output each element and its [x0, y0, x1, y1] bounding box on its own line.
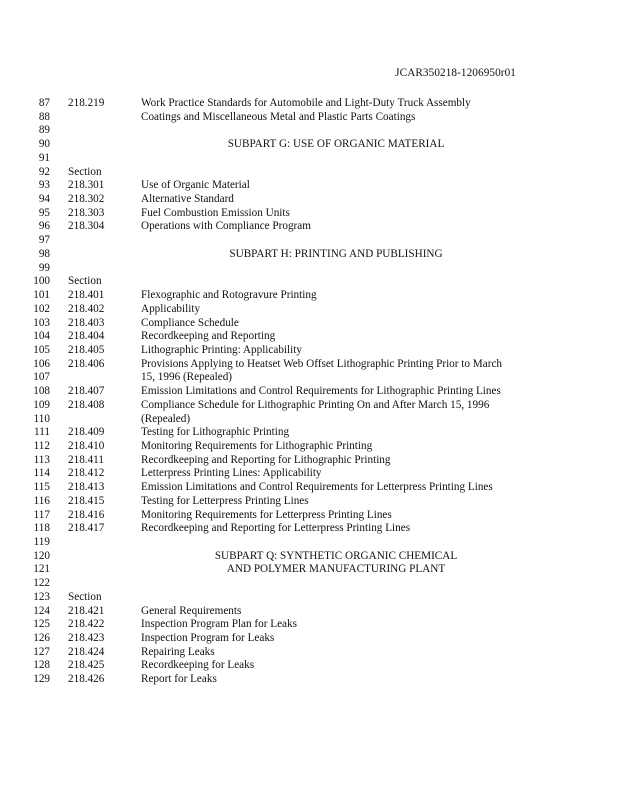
subpart-heading: SUBPART G: USE OF ORGANIC MATERIAL — [227, 138, 445, 151]
section-number: 218.421 — [68, 604, 105, 617]
subpart-heading: SUBPART H: PRINTING AND PUBLISHING — [229, 247, 443, 260]
line-number: 91 — [38, 151, 50, 164]
section-number: 218.404 — [68, 330, 105, 343]
section-title: Emission Limitations and Control Requirements for Letterpress Printing Lines — [141, 481, 493, 494]
document-line — [0, 303, 618, 317]
document-line — [0, 632, 618, 646]
section-number: 218.423 — [68, 632, 105, 645]
document-line — [0, 577, 618, 591]
document-line — [0, 358, 618, 372]
line-number: 90 — [38, 138, 50, 151]
section-column-label: Section — [68, 275, 102, 288]
section-number: 218.401 — [68, 289, 105, 302]
section-number: 218.403 — [68, 316, 105, 329]
document-line — [0, 385, 618, 399]
document-line — [0, 591, 618, 605]
document-line — [0, 193, 618, 207]
section-title: Recordkeeping and Reporting for Lithographic Printing — [141, 453, 391, 466]
line-number: 96 — [38, 220, 50, 233]
document-line — [0, 317, 618, 331]
line-number: 94 — [38, 193, 50, 206]
section-title: Testing for Lithographic Printing — [141, 426, 290, 439]
section-number: 218.409 — [68, 426, 105, 439]
line-number: 117 — [33, 508, 50, 521]
section-title: Applicability — [141, 302, 201, 315]
document-line — [0, 152, 618, 166]
line-number: 116 — [33, 494, 50, 507]
document-line — [0, 426, 618, 440]
line-number: 88 — [38, 110, 50, 123]
document-line — [0, 399, 618, 413]
line-number: 111 — [34, 426, 50, 439]
line-number: 120 — [33, 549, 50, 562]
line-number: 125 — [33, 618, 50, 631]
line-number: 101 — [33, 289, 50, 302]
line-number: 109 — [33, 398, 50, 411]
section-title: General Requirements — [141, 604, 242, 617]
document-line — [0, 522, 618, 536]
section-title: Operations with Compliance Program — [141, 220, 311, 233]
line-number: 114 — [33, 467, 50, 480]
section-title: Compliance Schedule for Lithographic Printing On and After March 15, 1996 — [141, 398, 490, 411]
document-line — [0, 248, 618, 262]
document-line — [0, 618, 618, 632]
section-title: Report for Leaks — [141, 673, 217, 686]
section-title: Compliance Schedule — [141, 316, 239, 329]
section-number: 218.219 — [68, 97, 105, 109]
section-number: 218.422 — [68, 618, 105, 631]
section-title: Emission Limitations and Control Requirements for Lithographic Printing Lines — [141, 385, 501, 398]
section-column-label: Section — [68, 165, 102, 178]
section-number: 218.425 — [68, 659, 105, 672]
section-number: 218.424 — [68, 645, 105, 658]
line-number: 92 — [38, 165, 50, 178]
line-number: 119 — [33, 536, 50, 548]
section-title: Monitoring Requirements for Lithographic Printing — [141, 439, 373, 452]
document-line — [0, 262, 618, 276]
section-column-label: Section — [68, 590, 102, 603]
section-number: 218.406 — [68, 357, 105, 370]
line-number: 127 — [33, 645, 50, 658]
document-line — [0, 454, 618, 468]
document-line — [0, 563, 618, 577]
line-number: 128 — [33, 659, 50, 672]
document-line — [0, 234, 618, 248]
line-number: 89 — [38, 124, 50, 137]
line-number: 106 — [33, 357, 50, 370]
line-number: 115 — [33, 481, 50, 494]
document-line — [0, 207, 618, 221]
line-number: 105 — [33, 343, 50, 356]
section-number: 218.410 — [68, 439, 105, 452]
line-number: 123 — [33, 590, 50, 603]
section-number: 218.413 — [68, 481, 105, 494]
line-number: 98 — [38, 247, 50, 260]
document-line — [0, 467, 618, 481]
section-title: Testing for Letterpress Printing Lines — [141, 494, 309, 507]
section-number: 218.408 — [68, 398, 105, 411]
document-line — [0, 179, 618, 193]
section-number: 218.302 — [68, 193, 105, 206]
section-number: 218.301 — [68, 179, 105, 192]
line-number: 87 — [38, 97, 50, 109]
document-line — [0, 495, 618, 509]
section-number: 218.407 — [68, 385, 105, 398]
section-number: 218.426 — [68, 673, 105, 686]
line-number: 108 — [33, 385, 50, 398]
document-id: JCAR350218-1206950r01 — [395, 67, 516, 79]
section-number: 218.415 — [68, 494, 105, 507]
line-number: 100 — [33, 275, 50, 288]
document-line — [0, 97, 618, 111]
section-title: Work Practice Standards for Automobile and Light-Duty Truck Assembly — [141, 97, 471, 109]
line-number: 112 — [33, 439, 50, 452]
document-line — [0, 673, 618, 687]
line-number: 93 — [38, 179, 50, 192]
line-number: 99 — [38, 261, 50, 274]
section-number: 218.417 — [68, 522, 105, 535]
document-line — [0, 275, 618, 289]
section-title: Lithographic Printing: Applicability — [141, 343, 302, 356]
section-number: 218.405 — [68, 343, 105, 356]
document-line — [0, 344, 618, 358]
document-line — [0, 138, 618, 152]
section-title: Fuel Combustion Emission Units — [141, 206, 290, 219]
subpart-heading: AND POLYMER MANUFACTURING PLANT — [226, 563, 446, 576]
document-line — [0, 166, 618, 180]
line-number: 113 — [33, 453, 50, 466]
section-number: 218.416 — [68, 508, 105, 521]
section-title: Monitoring Requirements for Letterpress Printing Lines — [141, 508, 392, 521]
line-number: 129 — [33, 673, 50, 686]
document-line — [0, 111, 618, 125]
section-title: Repairing Leaks — [141, 645, 215, 658]
section-number: 218.304 — [68, 220, 105, 233]
document-line — [0, 413, 618, 427]
document-line — [0, 646, 618, 660]
document-line — [0, 605, 618, 619]
section-number: 218.412 — [68, 467, 105, 480]
document-line — [0, 659, 618, 673]
document-line — [0, 536, 618, 550]
section-title: Provisions Applying to Heatset Web Offset Lithographic Printing Prior to March — [141, 357, 502, 370]
document-line — [0, 509, 618, 523]
section-title: Inspection Program for Leaks — [141, 632, 275, 645]
line-number: 103 — [33, 316, 50, 329]
section-title: Recordkeeping and Reporting for Letterpress Printing Lines — [141, 522, 411, 535]
line-number: 95 — [38, 206, 50, 219]
line-number: 102 — [33, 302, 50, 315]
section-title: Recordkeeping for Leaks — [141, 659, 255, 672]
document-line — [0, 124, 618, 138]
table-of-contents — [0, 97, 618, 687]
section-number: 218.303 — [68, 206, 105, 219]
line-number: 97 — [38, 234, 50, 247]
document-line — [0, 289, 618, 303]
document-line — [0, 440, 618, 454]
line-number: 104 — [33, 330, 50, 343]
section-title: Coatings and Miscellaneous Metal and Plastic Parts Coatings — [141, 110, 416, 123]
line-number: 107 — [33, 371, 50, 384]
section-title: Use of Organic Material — [141, 179, 250, 192]
line-number: 118 — [33, 522, 50, 535]
section-title: Letterpress Printing Lines: Applicability — [141, 467, 322, 480]
line-number: 124 — [33, 604, 50, 617]
section-number: 218.411 — [68, 453, 104, 466]
document-line — [0, 220, 618, 234]
document-line — [0, 481, 618, 495]
section-title: (Repealed) — [141, 412, 191, 425]
section-title: 15, 1996 (Repealed) — [141, 371, 233, 384]
subpart-heading: SUBPART Q: SYNTHETIC ORGANIC CHEMICAL — [214, 549, 458, 562]
line-number: 121 — [33, 563, 50, 576]
section-title: Recordkeeping and Reporting — [141, 330, 276, 343]
section-number: 218.402 — [68, 302, 105, 315]
section-title: Flexographic and Rotogravure Printing — [141, 289, 317, 302]
document-line — [0, 330, 618, 344]
section-title: Alternative Standard — [141, 193, 234, 206]
line-number: 110 — [33, 412, 50, 425]
document-line — [0, 550, 618, 564]
line-number: 126 — [33, 632, 50, 645]
document-line — [0, 371, 618, 385]
section-title: Inspection Program Plan for Leaks — [141, 618, 297, 631]
line-number: 122 — [33, 577, 50, 590]
